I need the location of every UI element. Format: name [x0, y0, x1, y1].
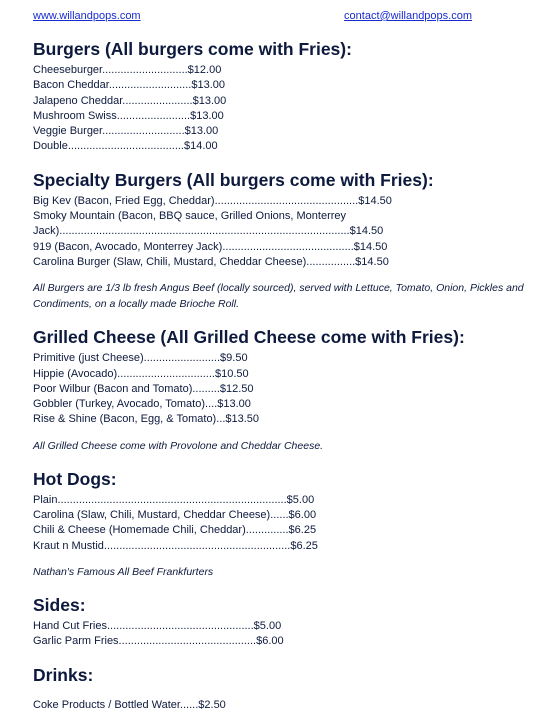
menu-item: Hippie (Avocado)................................$10.50 [33, 367, 249, 380]
menu-item: Double......................................$14.00 [33, 140, 218, 153]
section-sides [33, 594, 533, 650]
menu-item: Cheeseburger............................$12.00 [33, 64, 222, 76]
menu-item: Garlic Parm Fries.............................................$6.00 [33, 635, 284, 648]
menu-item: Big Kev (Bacon, Fried Egg, Cheddar)...............................................$14.50 [33, 194, 392, 207]
menu-item: Mushroom Swiss........................$13.00 [33, 109, 224, 122]
menu-item: Hand Cut Fries................................................$5.00 [33, 619, 282, 632]
section-hot-dogs [33, 468, 533, 554]
menu-content [33, 38, 533, 727]
menu-item: Poor Wilbur (Bacon and Tomato).........$12.50 [33, 382, 254, 395]
menu-item: Jalapeno Cheddar.......................$13.00 [33, 94, 227, 107]
website-link[interactable]: www.willandpops.com [33, 10, 141, 22]
email-link[interactable]: contact@willandpops.com [344, 10, 472, 22]
menu-item: Rise & Shine (Bacon, Egg, & Tomato)...$13.50 [33, 413, 260, 426]
menu-item: Chili & Cheese (Homemade Chili, Cheddar)..............$6.25 [33, 524, 317, 537]
section-title: Sides: [33, 594, 86, 615]
section-grilled-cheese [33, 326, 533, 427]
menu-item: Plain...........................................................................$5.00 [33, 493, 315, 506]
section-title: Burgers (All burgers come with Fries): [33, 39, 352, 59]
section-title: Specialty Burgers (All burgers come with Fries): [33, 169, 434, 190]
section-burgers [33, 38, 533, 155]
menu-item: Kraut n Mustid.............................................................$6.25 [33, 539, 318, 552]
menu-item: Bacon Cheddar...........................$13.00 [33, 79, 225, 92]
section-title: Drinks: [33, 664, 94, 685]
burgers-note: All Burgers are 1/3 lb fresh Angus Beef (locally sourced), served with Lettuce, Tomato, Onion, Pickles and Condiments, on a locally made Brioche Roll. [33, 282, 524, 311]
section-title: Grilled Cheese (All Grilled Cheese come with Fries): [33, 327, 465, 348]
menu-item: Carolina (Slaw, Chili, Mustard, Cheddar Cheese)......$6.00 [33, 509, 317, 522]
menu-item: Coke Products / Bottled Water......$2.50 [33, 698, 226, 711]
menu-item: Gobbler (Turkey, Avocado, Tomato)....$13.00 [33, 398, 251, 411]
section-specialty-burgers [33, 169, 533, 270]
menu-item: Jack)...............................................................................................$14.50 [33, 225, 384, 238]
section-drinks [33, 664, 533, 713]
menu-item: Smoky Mountain (Bacon, BBQ sauce, Grilled Onions, Monterrey [33, 210, 347, 223]
menu-item: Primitive (just Cheese).........................$9.50 [33, 352, 248, 365]
section-title: Hot Dogs: [33, 468, 117, 489]
menu-item: 919 (Bacon, Avocado, Monterrey Jack)...........................................$14.50 [33, 240, 388, 253]
grilled-cheese-note: All Grilled Cheese come with Provolone and Cheddar Cheese. [33, 439, 324, 452]
menu-item: Carolina Burger (Slaw, Chili, Mustard, Cheddar Cheese)................$14.50 [33, 255, 389, 268]
hot-dogs-note: Nathan's Famous All Beef Frankfurters [33, 565, 214, 578]
menu-item: Veggie Burger...........................$13.00 [33, 125, 219, 138]
